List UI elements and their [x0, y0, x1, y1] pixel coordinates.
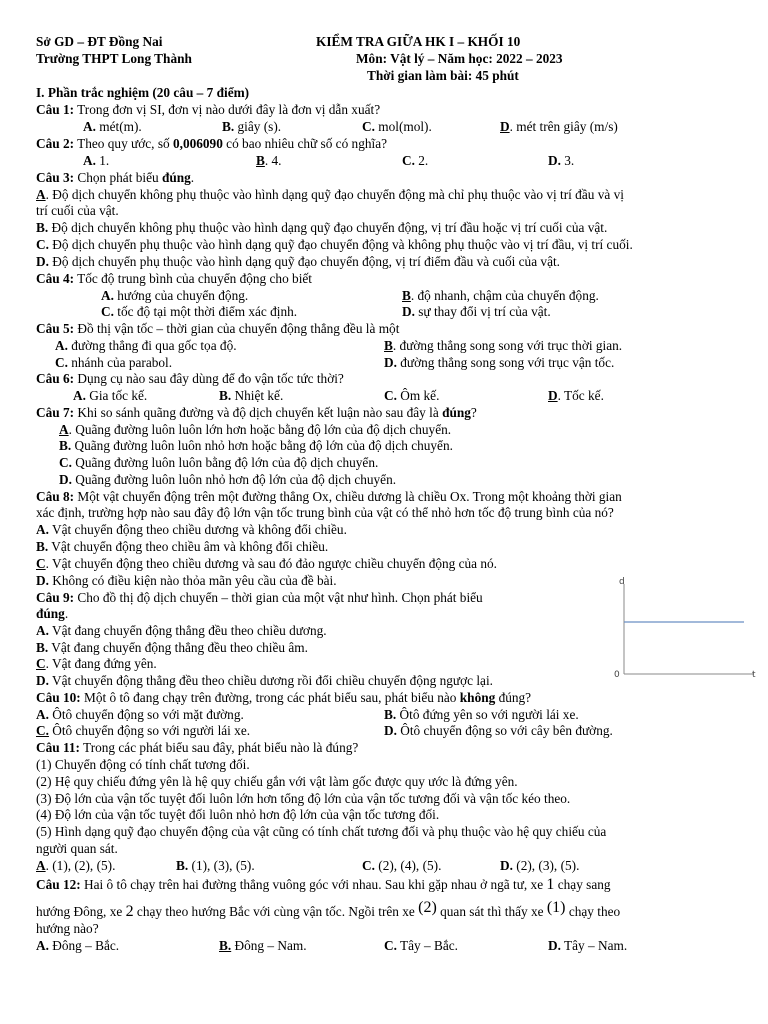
q5-option-c[interactable]: C. nhánh của parabol. [55, 355, 173, 370]
q3-option-b[interactable]: B. Độ dịch chuyển không phụ thuộc vào hình dạng quỹ đạo chuyển động, vị trí đầu hoặc vị trí cuối của vật. [36, 220, 608, 235]
question-12: Câu 12: Hai ô tô chạy trên hai đường thẳng vuông góc với nhau. Sau khi gặp nhau ở ngã tư, xe 1 chạy sang [36, 876, 611, 893]
q8-option-d[interactable]: D. Không có điều kiện nào thỏa mãn yêu cầu của đề bài. [36, 573, 337, 588]
q2-option-d[interactable]: D. 3. [548, 153, 575, 168]
q1-option-d[interactable]: D. mét trên giây (m/s) [500, 119, 618, 134]
question-9-cont: đúng. [36, 606, 69, 621]
q5-option-a[interactable]: A. đường thẳng đi qua gốc tọa độ. [55, 338, 237, 353]
q7-option-b[interactable]: B. Quãng đường luôn luôn nhỏ hơn hoặc bằng độ lớn của độ dịch chuyển. [59, 438, 453, 453]
question-12-cont-2: hướng nào? [36, 921, 99, 936]
graph-origin-label: 0 [614, 670, 620, 680]
department-name: Sở GD – ĐT Đồng Nai [36, 34, 163, 49]
q7-option-c[interactable]: C. Quãng đường luôn luôn bằng độ lớn của độ dịch chuyển. [59, 455, 379, 470]
question-8-cont: xác định, trường hợp nào sau đây độ lớn vận tốc trung bình của vật có thể nhỏ hơn tốc độ trung bình của nó? [36, 505, 614, 520]
q11-option-d[interactable]: D. (2), (3), (5). [500, 858, 580, 873]
q9-option-d[interactable]: D. Vật chuyển động thẳng đều theo chiều dương rồi đổi chiều chuyển động ngược lại. [36, 673, 493, 688]
q11-statement-5: (5) Hình dạng quỹ đạo chuyển động của vật cũng có tính chất tương đối và phụ thuộc vào hệ quy chiếu của [36, 824, 607, 839]
graph-x-label: t [752, 670, 756, 680]
q11-option-c[interactable]: C. (2), (4), (5). [362, 858, 442, 873]
q11-option-b[interactable]: B. (1), (3), (5). [176, 858, 255, 873]
q12-option-b[interactable]: B. Đông – Nam. [219, 938, 307, 953]
q3-option-d[interactable]: D. Độ dịch chuyển phụ thuộc vào hình dạng quỹ đạo chuyển động, vị trí điểm đầu và cuối của vật. [36, 254, 561, 269]
q12-option-a[interactable]: A. Đông – Bắc. [36, 938, 120, 953]
question-4: Câu 4: Tốc độ trung bình của chuyển động cho biết [36, 271, 312, 286]
q10-option-a[interactable]: A. Ôtô chuyển động so với mặt đường. [36, 707, 244, 722]
q12-option-d[interactable]: D. Tây – Nam. [548, 938, 628, 953]
q6-option-c[interactable]: C. Ôm kế. [384, 388, 440, 403]
q8-option-b[interactable]: B. Vật chuyển động theo chiều âm và không đổi chiều. [36, 539, 329, 554]
q7-option-a[interactable]: A. Quãng đường luôn luôn lớn hơn hoặc bằng độ lớn của độ dịch chuyển. [59, 422, 452, 437]
q10-option-b[interactable]: B. Ôtô đứng yên so với người lái xe. [384, 707, 579, 722]
q3-option-c[interactable]: C. Độ dịch chuyển phụ thuộc vào hình dạng quỹ đạo chuyển động và không phụ thuộc vào vị trí đầu, vị trí cuối. [36, 237, 633, 252]
question-10: Câu 10: Một ô tô đang chạy trên đường, trong các phát biểu sau, phát biểu nào không đúng? [36, 690, 532, 705]
q10-option-c[interactable]: C. Ôtô chuyển động so với người lái xe. [36, 723, 251, 738]
q2-option-a[interactable]: A. 1. [83, 153, 110, 168]
q11-statement-2: (2) Hệ quy chiếu đứng yên là hệ quy chiếu gắn với vật làm gốc được quy ước là đứng yên. [36, 774, 518, 789]
q9-option-b[interactable]: B. Vật đang chuyển động thẳng đều theo chiều âm. [36, 640, 308, 655]
question-11: Câu 11: Trong các phát biểu sau đây, phát biểu nào là đúng? [36, 740, 359, 755]
q8-option-a[interactable]: A. Vật chuyển động theo chiều dương và không đổi chiều. [36, 522, 347, 537]
q5-option-d[interactable]: D. đường thẳng song song với trục vận tốc. [384, 355, 615, 370]
question-2: Câu 2: Theo quy ước, số 0,006090 có bao nhiêu chữ số có nghĩa? [36, 136, 387, 151]
question-1: Câu 1: Trong đơn vị SI, đơn vị nào dưới đây là đơn vị dẫn xuất? [36, 102, 381, 117]
question-5: Câu 5: Đồ thị vận tốc – thời gian của chuyển động thẳng đều là một [36, 321, 400, 336]
exam-title: KIỂM TRA GIỮA HK I – KHỐI 10 [316, 34, 521, 49]
q6-option-b[interactable]: B. Nhiệt kế. [219, 388, 284, 403]
q4-option-b[interactable]: B. độ nhanh, chậm của chuyển động. [402, 288, 599, 303]
q6-option-a[interactable]: A. Gia tốc kế. [73, 388, 148, 403]
q1-option-b[interactable]: B. giây (s). [222, 119, 282, 134]
graph-y-label: d [619, 577, 625, 587]
q3-option-a[interactable]: A. Độ dịch chuyển không phụ thuộc vào hình dạng quỹ đạo chuyển động mà chỉ phụ thuộc vào vị trí đầu và vị [36, 187, 624, 202]
displacement-time-graph [610, 576, 760, 680]
subject-year: Môn: Vật lý – Năm học: 2022 – 2023 [356, 51, 563, 66]
question-7: Câu 7: Khi so sánh quãng đường và độ dịch chuyển kết luận nào sau đây là đúng? [36, 405, 477, 420]
question-12-cont: hướng Đông, xe 2 chạy theo hướng Bắc với cùng vận tốc. Ngồi trên xe (2) quan sát thì thấy xe (1) chạy theo [36, 899, 621, 920]
q7-option-d[interactable]: D. Quãng đường luôn luôn nhỏ hơn độ lớn của độ dịch chuyển. [59, 472, 397, 487]
q4-option-a[interactable]: A. hướng của chuyển động. [101, 288, 249, 303]
q9-option-a[interactable]: A. Vật đang chuyển động thẳng đều theo chiều dương. [36, 623, 327, 638]
q8-option-c[interactable]: C. Vật chuyển động theo chiều dương và sau đó đảo ngược chiều chuyển động của nó. [36, 556, 498, 571]
q11-option-a[interactable]: A. (1), (2), (5). [36, 858, 116, 873]
q1-option-a[interactable]: A. mét(m). [83, 119, 142, 134]
question-3: Câu 3: Chọn phát biểu đúng. [36, 170, 195, 185]
question-9: Câu 9: Cho đồ thị độ dịch chuyển – thời gian của một vật như hình. Chọn phát biểu [36, 590, 483, 605]
q11-statement-3: (3) Độ lớn của vận tốc tuyệt đối luôn lớn hơn tổng độ lớn của vận tốc tương đối và vận tốc kéo theo. [36, 791, 571, 806]
q4-option-c[interactable]: C. tốc độ tại một thời điểm xác định. [101, 304, 298, 319]
q1-option-c[interactable]: C. mol(mol). [362, 119, 432, 134]
q3-option-a-cont: trí cuối của vật. [36, 203, 119, 218]
school-name: Trường THPT Long Thành [36, 51, 192, 66]
q2-option-c[interactable]: C. 2. [402, 153, 429, 168]
q12-option-c[interactable]: C. Tây – Bắc. [384, 938, 458, 953]
q9-option-c[interactable]: C. Vật đang đứng yên. [36, 656, 157, 671]
q11-statement-1: (1) Chuyển động có tính chất tương đối. [36, 757, 250, 772]
q6-option-d[interactable]: D. Tốc kế. [548, 388, 604, 403]
q11-statement-5-cont: người quan sát. [36, 841, 118, 856]
q10-option-d[interactable]: D. Ôtô chuyển động so với cây bên đường. [384, 723, 613, 738]
q5-option-b[interactable]: B. đường thẳng song song với trục thời gian. [384, 338, 623, 353]
q2-option-b[interactable]: B. 4. [256, 153, 282, 168]
q11-statement-4: (4) Độ lớn của vận tốc tuyệt đối luôn nhỏ hơn độ lớn của vận tốc tương đối. [36, 807, 440, 822]
exam-time: Thời gian làm bài: 45 phút [367, 68, 519, 83]
section-title: I. Phần trắc nghiệm (20 câu – 7 điểm) [36, 85, 250, 100]
question-8: Câu 8: Một vật chuyển động trên một đường thẳng Ox, chiều dương là chiều Ox. Trong một khoảng thời gian [36, 489, 622, 504]
question-6: Câu 6: Dụng cụ nào sau đây dùng để đo vận tốc tức thời? [36, 371, 344, 386]
q4-option-d[interactable]: D. sự thay đổi vị trí của vật. [402, 304, 551, 319]
